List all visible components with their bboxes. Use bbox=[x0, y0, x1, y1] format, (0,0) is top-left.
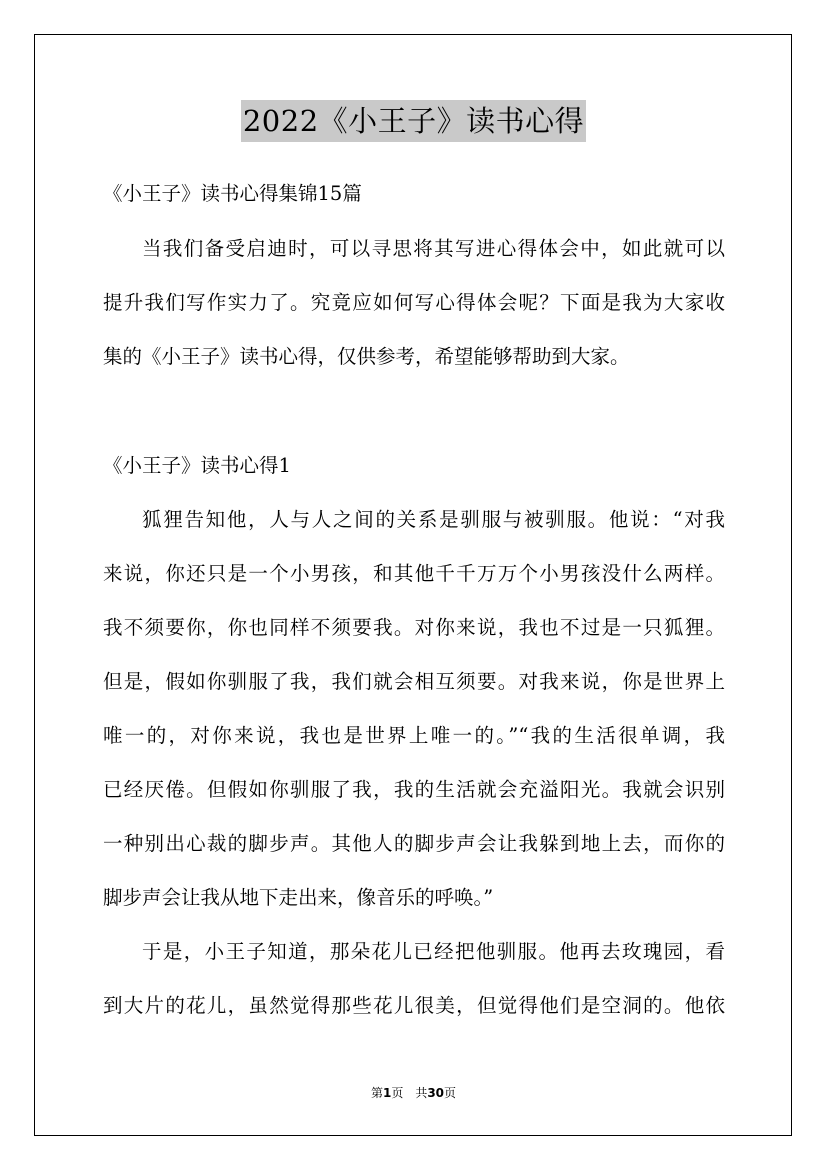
page-footer bbox=[0, 1084, 827, 1101]
footer-total-pages: 30 bbox=[427, 1086, 445, 1100]
footer-suffix: 页 bbox=[444, 1086, 457, 1100]
para1-line-8: 脚步声会让我从地下走出来，像音乐的呼唤。” bbox=[103, 886, 494, 909]
title-block bbox=[0, 100, 827, 142]
para1-line-4: 但是，假如你驯服了我，我们就会相互须要。对我来说，你是世界上 bbox=[103, 670, 725, 693]
para1-line-7: 一种别出心裁的脚步声。其他人的脚步声会让我躲到地上去，而你的 bbox=[103, 832, 725, 855]
intro-line-3: 集的《小王子》读书心得，仅供参考，希望能够帮助到大家。 bbox=[103, 345, 630, 368]
subtitle: 《小王子》读书心得集锦15篇 bbox=[103, 182, 362, 205]
footer-mid: 页 共 bbox=[391, 1086, 428, 1100]
footer-prefix: 第 bbox=[370, 1086, 383, 1100]
intro-line-1: 当我们备受启迪时，可以寻思将其写进心得体会中，如此就可以 bbox=[142, 237, 725, 260]
document-title: 2022《小王子》读书心得 bbox=[241, 100, 586, 142]
para2-line-1: 于是，小王子知道，那朵花儿已经把他驯服。他再去玫瑰园，看 bbox=[142, 940, 725, 963]
para1-line-6: 已经厌倦。但假如你驯服了我，我的生活就会充溢阳光。我就会识别 bbox=[103, 778, 725, 801]
para1-line-3: 我不须要你，你也同样不须要我。对你来说，我也不过是一只狐狸。 bbox=[103, 616, 725, 639]
para1-line-2: 来说，你还只是一个小男孩，和其他千千万万个小男孩没什么两样。 bbox=[103, 562, 725, 585]
section-heading: 《小王子》读书心得1 bbox=[103, 454, 291, 477]
intro-line-2: 提升我们写作实力了。究竟应如何写心得体会呢？下面是我为大家收 bbox=[103, 291, 725, 314]
para1-line-5: 唯一的，对你来说，我也是世界上唯一的。”“我的生活很单调，我 bbox=[103, 724, 725, 747]
para1-line-1: 狐狸告知他，人与人之间的关系是驯服与被驯服。他说：“对我 bbox=[142, 508, 725, 531]
para2-line-2: 到大片的花儿，虽然觉得那些花儿很美，但觉得他们是空洞的。他依 bbox=[103, 994, 725, 1017]
footer-page-number: 1 bbox=[382, 1086, 392, 1100]
